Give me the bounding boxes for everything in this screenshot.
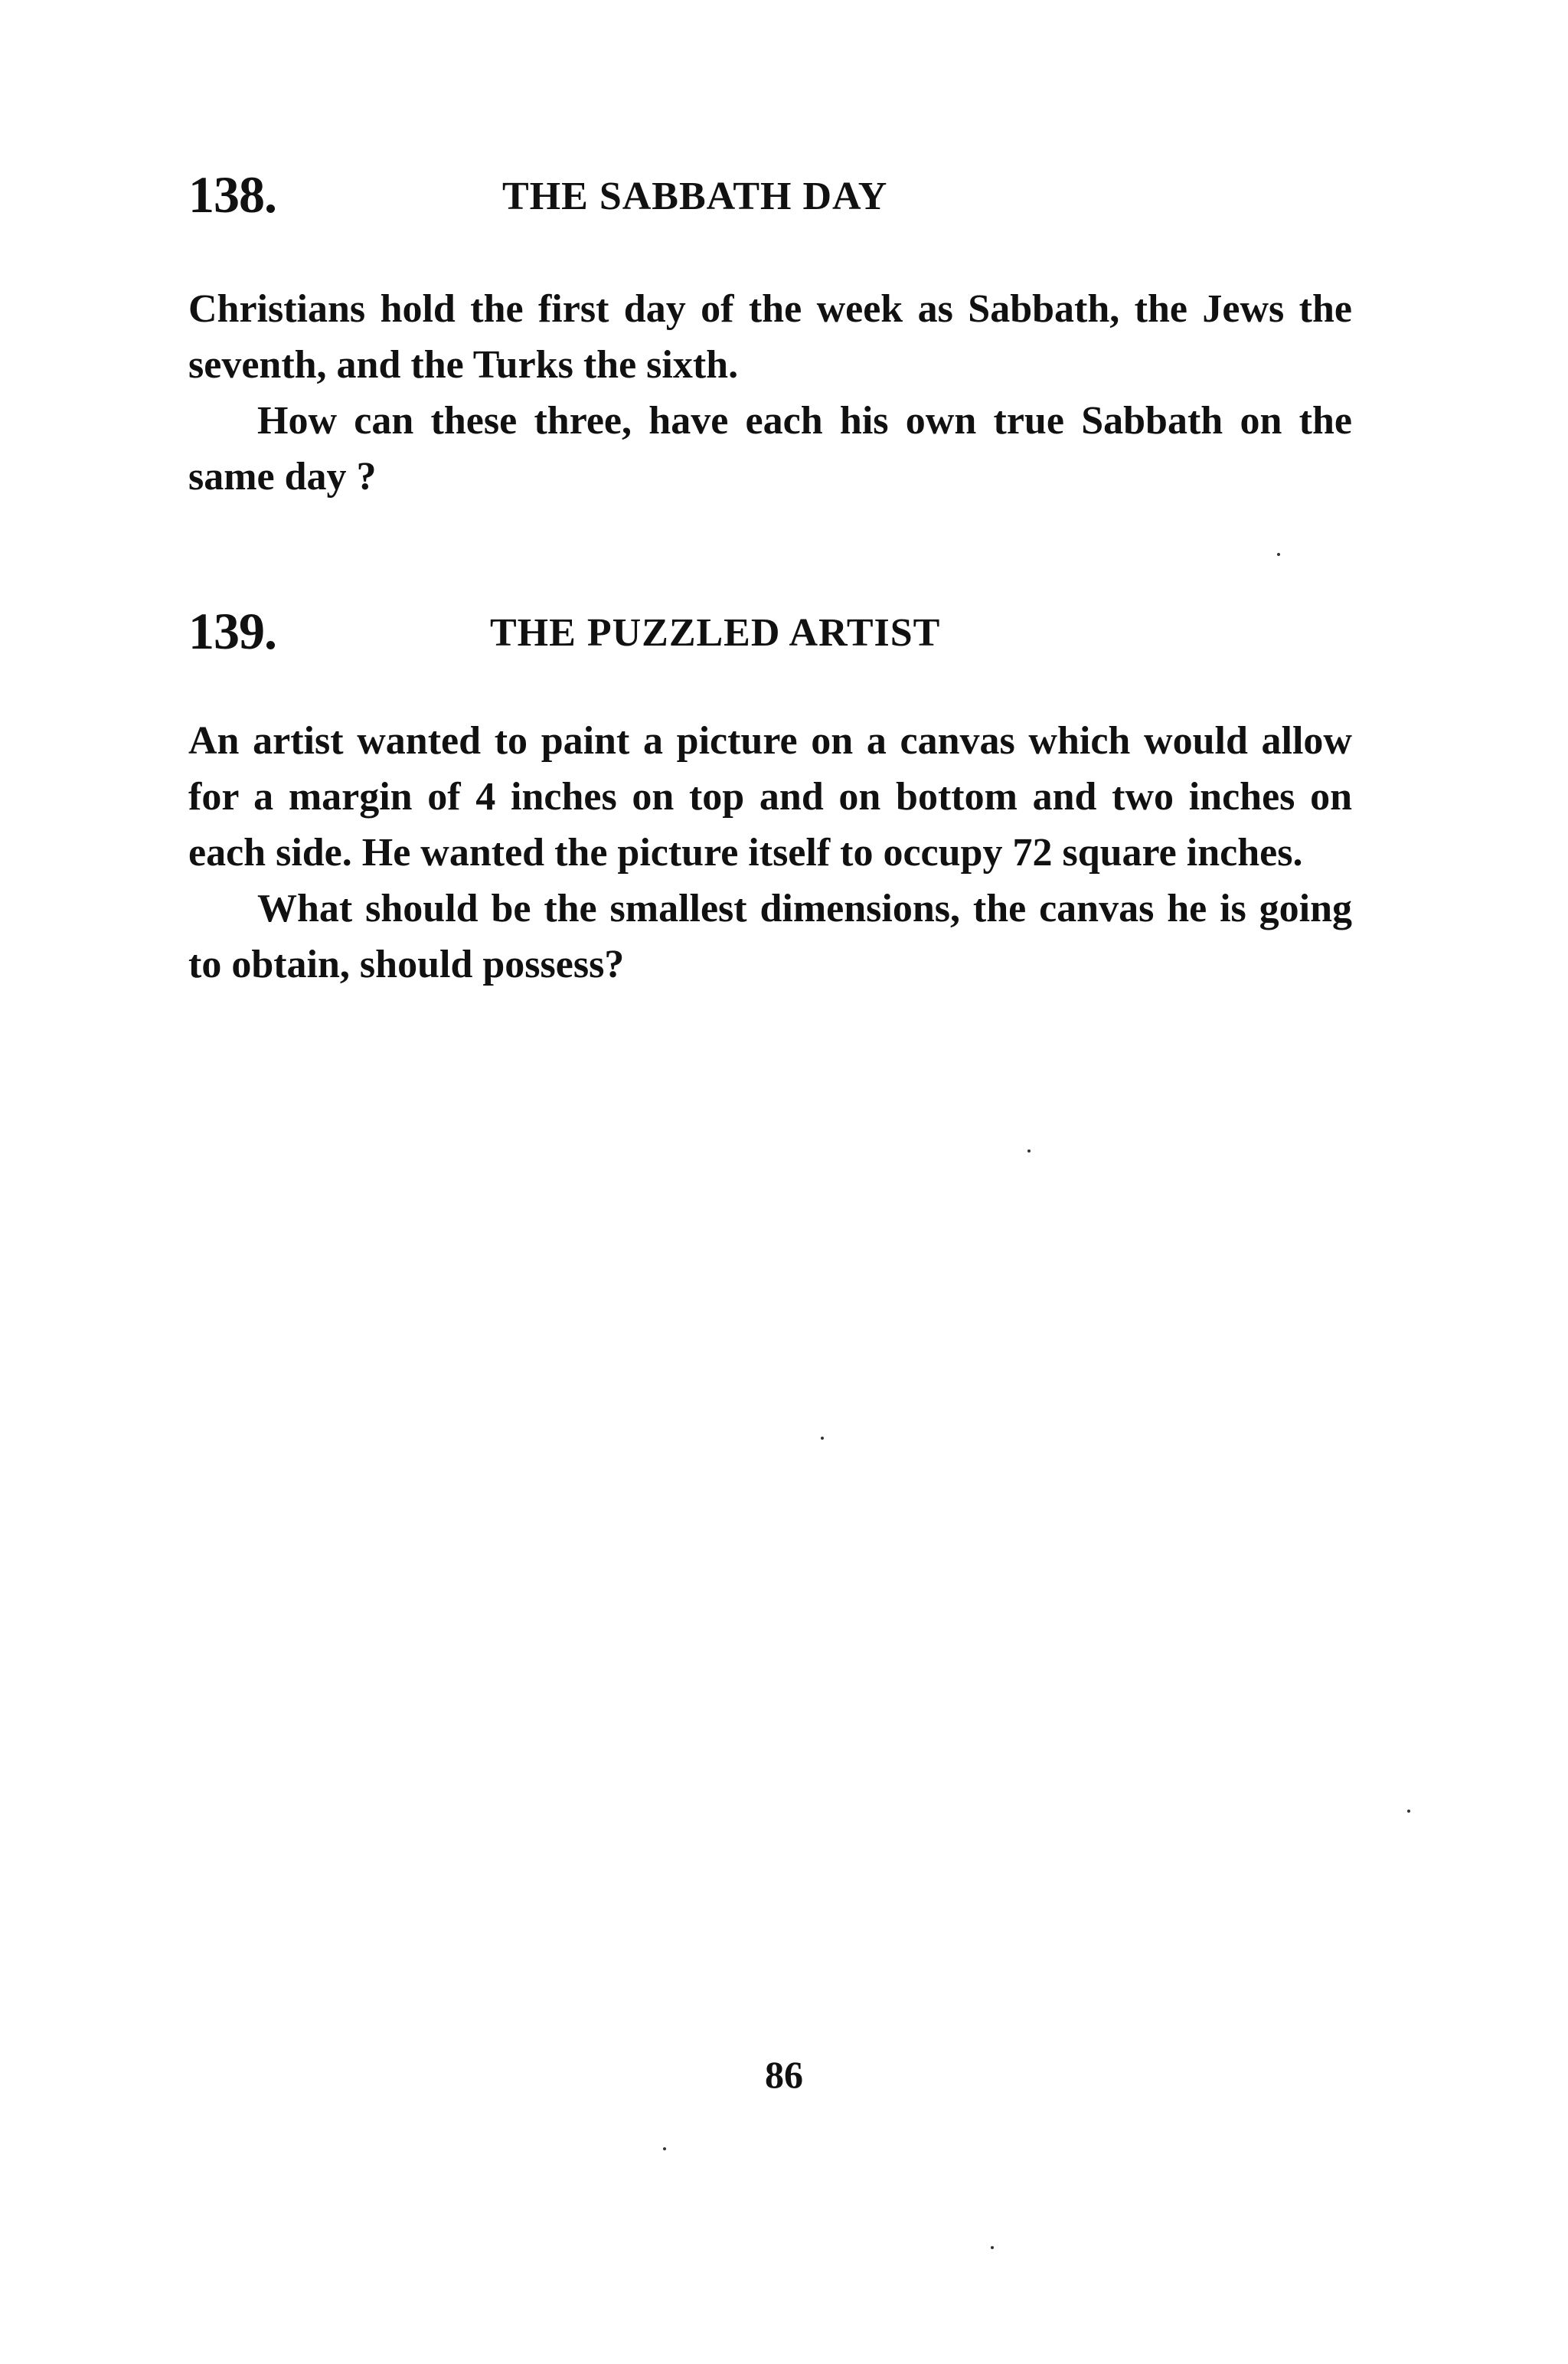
scan-speck — [1277, 553, 1280, 556]
problem-question: What should be the smallest dimensions, the canvas he is going to obtain, should possess? — [188, 887, 1352, 986]
scan-speck — [663, 2147, 666, 2150]
scan-speck — [1027, 1149, 1031, 1153]
page-number: 86 — [765, 2053, 803, 2096]
problem-title: THE PUZZLED ARTIST — [490, 611, 941, 655]
problem-paragraph: Christians hold the first day of the week as Sabbath, the Jews the seventh, and the Turks the sixth. — [188, 287, 1352, 387]
problem-138 — [188, 165, 1352, 505]
problem-body — [188, 713, 1352, 992]
problem-body — [188, 281, 1352, 505]
problem-139 — [188, 601, 1352, 992]
problem-question: How can these three, have each his own true Sabbath on the same day ? — [188, 399, 1352, 499]
problem-number: 139. — [188, 602, 276, 660]
problem-number: 138. — [188, 165, 276, 224]
scan-speck — [1407, 1810, 1410, 1813]
problem-heading — [188, 165, 1352, 234]
problem-heading — [188, 601, 1352, 670]
scan-speck — [821, 1437, 824, 1440]
problem-title: THE SABBATH DAY — [502, 175, 888, 218]
scan-speck — [991, 2246, 994, 2249]
problem-paragraph: An artist wanted to paint a picture on a canvas which would allow for a margin of 4 inches on top and on bottom and two inches on each side. He wanted the picture itself to occupy 72 square inches. — [188, 719, 1352, 875]
